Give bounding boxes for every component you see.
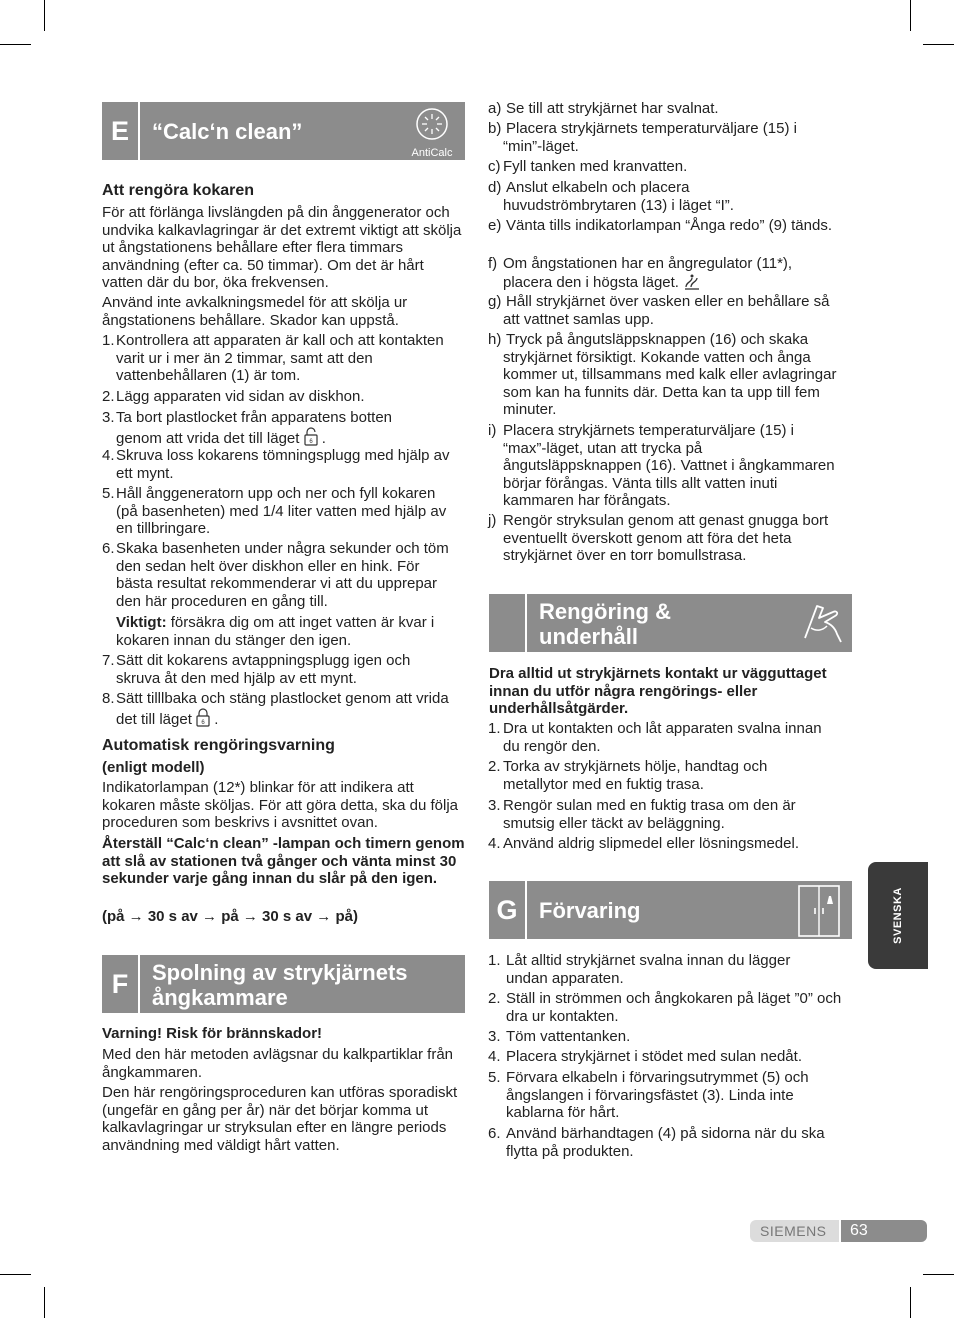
divider <box>525 594 527 652</box>
step-text: Använd bärhandtagen (4) på sidorna när du ska flytta på produkten. <box>506 1125 825 1160</box>
divider <box>138 955 140 1013</box>
section-title: Förvaring <box>539 898 641 923</box>
footer-page-box <box>841 1220 927 1242</box>
step-text: Anslut elkabeln och placera huvudströmbrytaren (13) i läget “I”. <box>503 179 734 214</box>
svg-text:6: 6 <box>308 438 313 445</box>
subheading: Automatisk rengöringsvarning <box>102 737 335 754</box>
subheading: Att rengöra kokaren <box>102 182 255 199</box>
crop-mark <box>0 44 31 45</box>
section-letter: E <box>102 102 138 160</box>
divider <box>138 102 140 160</box>
step-text: Se till att strykjärnet har svalnat. <box>506 100 719 117</box>
step-number: 7. <box>102 652 115 669</box>
step-text: Ställ in strömmen och ångkokaren på läget ”0” och dra ur kontakten. <box>506 990 842 1025</box>
crop-mark <box>910 1287 911 1318</box>
step-number: 1. <box>488 952 501 969</box>
step-text-content: Sätt tilllbaka och stäng plastlocket genom att vrida det till läget <box>116 690 449 728</box>
step-text: Lägg apparaten vid sidan av diskhon. <box>116 388 365 405</box>
crop-mark <box>44 0 45 31</box>
step-text-content: Om ångstationen har en ångregulator (11*), placera den i högsta läget. <box>503 255 793 291</box>
step-number: 1. <box>102 332 115 349</box>
step-text: Rengör sulan med en fuktig trasa om den är smutsig eller täckt av beläggning. <box>503 797 796 832</box>
step-text: Dra ut kontakten och låt apparaten svalna innan du rengör den. <box>503 720 822 755</box>
section-cleaning-header <box>489 594 852 652</box>
step-number: 8. <box>102 690 115 707</box>
step-number: 1. <box>488 720 501 737</box>
anticalc-label: AntiCalc <box>411 147 453 159</box>
step-number: 5. <box>488 1069 501 1086</box>
step-text: Skruva loss kokarens tömningsplugg med hjälp av ett mynt. <box>116 447 450 482</box>
page-number: 63 <box>850 1222 868 1239</box>
step-text: Ta bort plastlocket från apparatens botten genom att vrida det till läget 6 . <box>116 409 436 450</box>
step-text: Skaka basenheten under några sekunder och töm den sedan helt över diskhon eller en hink. För bästa resultat rekommenderar vi att du upprepar den här proceduren en gång till. <box>116 540 449 610</box>
anticalc-icon <box>402 105 462 159</box>
reset-sequence: (på → 30 s av → på → 30 s av → på) <box>102 908 358 925</box>
crop-mark <box>0 1274 31 1275</box>
step-number: e) <box>488 217 502 234</box>
cleaning-cloth-icon <box>797 598 849 648</box>
step-number: i) <box>488 422 497 439</box>
step-number: j) <box>488 512 497 529</box>
step-text: Tryck på ångutsläppsknappen (16) och skaka strykjärnet försiktigt. Kokande vatten och ånga kommer ut, tillsammans med kalk eller avlagringar som kan ha funnits där. Detta kan ta upp till fem minuter. <box>503 331 837 419</box>
section-e-header <box>102 102 465 160</box>
subheading-note: (enligt modell) <box>102 759 205 776</box>
step-number: 2. <box>488 990 501 1007</box>
section-title: Rengöring & underhåll <box>539 599 671 649</box>
step-text: Sätt tilllbaka och stäng plastlocket genom att vrida det till läget 6 . <box>116 690 456 731</box>
step-text: Placera strykjärnets temperaturväljare (15) i “max”-läget, utan att trycka på ångutsläppsknappen (16). Vattnet i ångkammaren börjar förångas. Vänta tills allt vatten inuti kammaren har förångats. <box>503 422 835 510</box>
step-text: Håll strykjärnet över vasken eller en behållare så att vattnet samlas upp. <box>503 293 830 328</box>
crop-mark <box>910 0 911 31</box>
step-number: 4. <box>488 1048 501 1065</box>
step-number: 3. <box>102 409 115 426</box>
step-text <box>503 255 843 295</box>
step-number: c) <box>488 158 501 175</box>
section-letter-blank <box>489 594 525 652</box>
section-g-header <box>489 881 852 939</box>
reset-instruction: Återställ “Calc‘n clean” -lampan och timern genom att slå av stationen två gånger och vänta minst 30 sekunder varje gång innan du slår på den igen. <box>102 835 465 888</box>
step-number: 2. <box>102 388 115 405</box>
step-number: h) <box>488 331 502 348</box>
step-text: Håll ånggeneratorn upp och ner och fyll kokaren (på basenheten) med 1/4 liter vatten med hjälp av en tillbringare. <box>116 485 447 538</box>
warning: Varning! Risk för brännskador! <box>102 1025 323 1042</box>
step-number: 4. <box>102 447 115 464</box>
section-f-header <box>102 955 465 1013</box>
step-number: 3. <box>488 797 501 814</box>
step-number: 5. <box>102 485 115 502</box>
step-number: 6. <box>488 1125 501 1142</box>
important-label: Viktigt: <box>116 614 167 631</box>
step-number: 2. <box>488 758 501 775</box>
step-text-content: Ta bort plastlocket från apparatens botten genom att vrida det till läget <box>116 409 393 447</box>
paragraph: Med den här metoden avlägsnar du kalkpartiklar från ångkammaren. <box>102 1046 454 1081</box>
step-number: a) <box>488 100 502 117</box>
step-text: Vänta tills indikatorlampan “Ånga redo” (9) tänds. <box>506 217 833 234</box>
lock-icon <box>196 708 210 732</box>
step-text: Rengör stryksulan genom att genast gnugga bort eventuellt överskott genom att föra det heta strykjärnet över en torr bomullstrasa. <box>503 512 829 565</box>
important-text: försäkra dig om att inget vatten är kvar i kokaren innan du stänger den igen. <box>116 614 435 649</box>
paragraph: Indikatorlampan (12*) blinkar för att indikera att kokaren måste sköljas. För att göra detta, ska du följa proceduren som beskrivs i avsnittet ovan. <box>102 779 459 832</box>
step-text: Förvara elkabeln i förvaringsutrymmet (5) och ångslangen i förvaringsfästet (3). Linda inte kablarna för hårt. <box>506 1069 809 1122</box>
step-number: f) <box>488 255 498 272</box>
step-number: 3. <box>488 1028 501 1045</box>
footer-brand-box <box>750 1220 839 1242</box>
step-number: d) <box>488 179 502 196</box>
step-number: 4. <box>488 835 501 852</box>
crop-mark <box>923 44 954 45</box>
svg-text:6: 6 <box>201 719 205 726</box>
storage-cabinet-icon <box>795 884 843 938</box>
crop-mark <box>923 1274 954 1275</box>
crop-mark <box>44 1287 45 1318</box>
section-title: Spolning av strykjärnets ångkammare <box>152 960 408 1010</box>
step-text: Placera strykjärnets temperaturväljare (15) i “min”-läget. <box>503 120 797 155</box>
step-text: Fyll tanken med kranvatten. <box>503 158 688 175</box>
step-text: Sätt dit kokarens avtappningsplugg igen och skruva åt den med hjälp av ett mynt. <box>116 652 411 687</box>
step-text: Töm vattentanken. <box>506 1028 631 1045</box>
step-text: Placera strykjärnet i stödet med sulan nedåt. <box>506 1048 802 1065</box>
step-number: b) <box>488 120 502 137</box>
step-text: Kontrollera att apparaten är kall och att kontakten varit ur i mer än 2 timmar, samt att den vattenbehållaren (1) är tom. <box>116 332 444 385</box>
step-number: g) <box>488 293 502 310</box>
step-text: Låt alltid strykjärnet svalna innan du lägger undan apparaten. <box>506 952 791 987</box>
language-tab <box>868 862 928 969</box>
step-text: Torka av strykjärnets hölje, handtag och metallytor med en fuktig trasa. <box>503 758 768 793</box>
section-letter: F <box>102 955 138 1013</box>
language-label: SVENSKA <box>892 887 904 944</box>
section-title: “Calc‘n clean” <box>152 119 303 144</box>
steam-max-icon <box>683 273 701 296</box>
paragraph: Använd inte avkalkningsmedel för att skölja ur ångstationens behållare. Skador kan uppstå. <box>102 294 408 329</box>
step-number: 6. <box>102 540 115 557</box>
paragraph: Den här rengöringsproceduren kan utföras sporadiskt (ungefär en gång per år) när det börjar komma ut kalkavlagringar ur stryksulan efter en längre periods användning med väldigt hårt vatten. <box>102 1084 458 1154</box>
paragraph: För att förlänga livslängden på din ånggenerator och undvika kalkavlagringar är det extremt viktigt att skölja ut ångstationens behållare efter flera timmars användning (efter ca. 50 timmar). Om det är hårt vatten där du bor, öka frekvensen. <box>102 204 462 292</box>
divider <box>525 881 527 939</box>
brand-name: SIEMENS <box>760 1223 827 1239</box>
section-letter: G <box>489 881 525 939</box>
important-note <box>116 614 465 649</box>
warning: Dra alltid ut strykjärnets kontakt ur vägguttaget innan du utför några rengörings- eller underhållsåtgärder. <box>489 665 827 718</box>
step-text: Använd aldrig slipmedel eller lösningsmedel. <box>503 835 799 852</box>
